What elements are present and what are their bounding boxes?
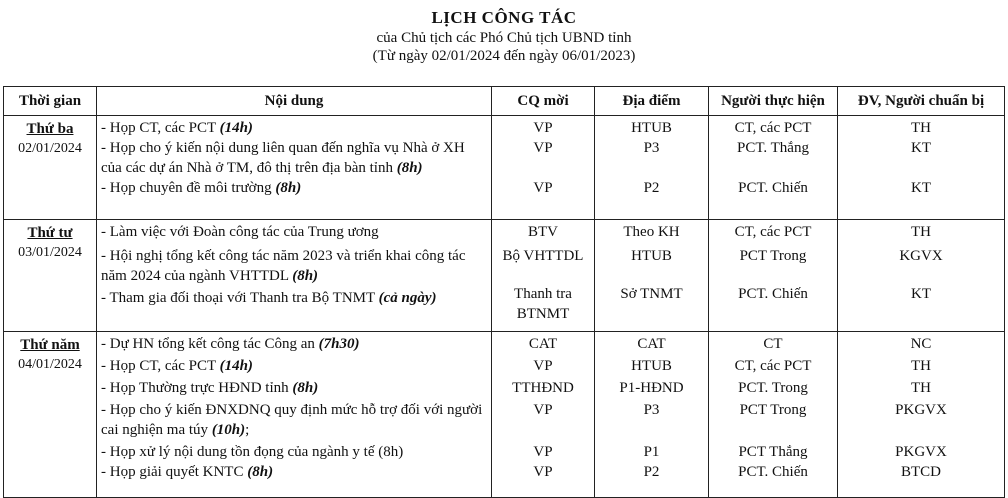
- document-date-range: (Từ ngày 02/01/2024 đến ngày 06/01/2023): [372, 48, 636, 64]
- inviting-agency-cell: [492, 220, 595, 332]
- location: HTUB: [631, 120, 672, 136]
- inviting-agency: VP: [533, 140, 553, 156]
- agenda-time: (14h): [219, 120, 253, 136]
- inviting-agency-cell: [492, 332, 595, 498]
- preparer: KT: [911, 286, 931, 302]
- inviting-agency: VP: [533, 358, 553, 374]
- agenda-text: - Hội nghị tổng kết công tác năm 2023 và triển khai công tác năm 2024 của ngành VHTTDL: [101, 248, 466, 284]
- content-cell: [97, 116, 492, 220]
- agenda-time: (8h): [247, 464, 274, 480]
- column-header-executor: Người thực hiện: [709, 87, 838, 116]
- preparer: BTCD: [900, 464, 941, 480]
- agenda-text: - Họp Thường trực HĐND tỉnh: [101, 380, 293, 396]
- agenda-item: [101, 462, 487, 482]
- executor: PCT. Chiến: [738, 464, 808, 480]
- inviting-agency: VP: [533, 180, 553, 196]
- schedule-table: [3, 86, 1005, 498]
- agenda-time: (10h): [211, 422, 246, 438]
- agenda-time: (8h): [275, 180, 302, 196]
- content-cell: [97, 332, 492, 498]
- executor: CT: [763, 336, 783, 352]
- agenda-text: - Làm việc với Đoàn công tác của Trung ương: [101, 224, 379, 240]
- location: CAT: [637, 336, 666, 352]
- location: P1-HĐND: [619, 380, 684, 396]
- day-date: 04/01/2024: [18, 357, 82, 372]
- agenda-text: - Tham gia đối thoại với Thanh tra Bộ TNMT: [101, 290, 379, 306]
- preparer: KT: [911, 180, 931, 196]
- inviting-agency: BTV: [528, 224, 558, 240]
- executor: PCT. Thắng: [737, 140, 809, 156]
- executor: PCT Trong: [739, 402, 807, 418]
- agenda-item: [101, 378, 487, 398]
- agenda-text: - Họp giải quyết KNTC: [101, 464, 248, 480]
- executor-cell: [709, 220, 838, 332]
- day-cell: [4, 332, 97, 498]
- day-date: 02/01/2024: [18, 141, 82, 156]
- agenda-text: - Họp chuyên đề môi trường: [101, 180, 276, 196]
- executor-cell: [709, 116, 838, 220]
- agenda-text: - Họp cho ý kiến ĐNXDNQ quy định mức hỗ trợ đối với người cai nghiện ma túy: [101, 402, 483, 438]
- preparer-cell: [838, 332, 1005, 498]
- agenda-text: - Họp cho ý kiến nội dung liên quan đến nghĩa vụ Nhà ở XH của các dự án Nhà ở TM, đô thị trên địa bàn tỉnh: [101, 140, 465, 176]
- preparer-cell: [838, 220, 1005, 332]
- agenda-text: - Họp CT, các PCT: [101, 120, 220, 136]
- preparer: TH: [911, 380, 931, 396]
- inviting-agency: VP: [533, 464, 553, 480]
- table-row: [4, 332, 1005, 498]
- agenda-item: [101, 118, 487, 138]
- inviting-agency: VP: [533, 120, 553, 136]
- table-header-row: [4, 87, 1005, 116]
- location-cell: [595, 220, 709, 332]
- location: P3: [643, 140, 660, 156]
- day-name: Thứ tư: [27, 225, 73, 241]
- agenda-item: [101, 356, 487, 376]
- day-cell: [4, 116, 97, 220]
- executor-cell: [709, 332, 838, 498]
- agenda-item: [101, 178, 487, 198]
- inviting-agency: VP: [533, 402, 553, 418]
- agenda-item: [101, 222, 487, 242]
- location: P2: [643, 464, 660, 480]
- inviting-agency: TTHĐND: [512, 380, 574, 396]
- location: P2: [643, 180, 660, 196]
- content-cell: [97, 220, 492, 332]
- preparer: TH: [911, 120, 931, 136]
- executor: PCT. Chiến: [738, 180, 808, 196]
- agenda-item: [101, 334, 487, 354]
- agenda-time: (7h30): [318, 336, 360, 352]
- agenda-time: (8h): [396, 160, 423, 176]
- inviting-agency: VP: [533, 444, 553, 460]
- document-title: LỊCH CÔNG TÁC: [431, 8, 577, 27]
- preparer: KGVX: [899, 248, 943, 264]
- preparer: TH: [911, 224, 931, 240]
- inviting-agency-cell: [492, 116, 595, 220]
- agenda-item: [101, 400, 487, 440]
- day-name: Thứ ba: [26, 121, 74, 137]
- table-row: [4, 116, 1005, 220]
- preparer: PKGVX: [895, 444, 947, 460]
- agenda-time: (8h): [292, 268, 319, 284]
- column-header-content: Nội dung: [97, 87, 492, 116]
- agenda-text: - Họp CT, các PCT: [101, 358, 220, 374]
- inviting-agency: Bộ VHTTDL: [502, 248, 584, 264]
- location-cell: [595, 332, 709, 498]
- day-cell: [4, 220, 97, 332]
- column-header-location: Địa điểm: [595, 87, 709, 116]
- column-header-time: Thời gian: [4, 87, 97, 116]
- column-header-preparer: ĐV, Người chuẩn bị: [838, 87, 1005, 116]
- agenda-time: (14h): [219, 358, 253, 374]
- agenda-suffix: ;: [245, 422, 250, 438]
- location: P1: [643, 444, 660, 460]
- inviting-agency: CAT: [528, 336, 558, 352]
- column-header-inviting-agency: CQ mời: [492, 87, 595, 116]
- location-cell: [595, 116, 709, 220]
- agenda-text: - Dự HN tổng kết công tác Công an: [101, 336, 319, 352]
- agenda-time: (cả ngày): [378, 290, 437, 306]
- table-row: [4, 220, 1005, 332]
- executor: CT, các PCT: [734, 224, 812, 240]
- agenda-item: [101, 442, 487, 462]
- agenda-item: [101, 246, 487, 286]
- agenda-item: [101, 288, 487, 308]
- executor: PCT Trong: [739, 248, 807, 264]
- day-date: 03/01/2024: [18, 245, 82, 260]
- executor: PCT. Trong: [738, 380, 808, 396]
- executor: CT, các PCT: [734, 358, 812, 374]
- location: Theo KH: [623, 224, 680, 240]
- executor: PCT. Chiến: [738, 286, 808, 302]
- preparer: PKGVX: [895, 402, 947, 418]
- agenda-text: - Họp xử lý nội dung tồn đọng của ngành y tế (8h): [101, 444, 404, 460]
- preparer-cell: [838, 116, 1005, 220]
- executor: CT, các PCT: [734, 120, 812, 136]
- preparer: TH: [911, 358, 931, 374]
- location: HTUB: [631, 248, 672, 264]
- document-subtitle: của Chủ tịch các Phó Chủ tịch UBND tỉnh: [376, 30, 632, 46]
- location: Sở TNMT: [620, 286, 683, 302]
- agenda-time: (8h): [292, 380, 319, 396]
- preparer: NC: [910, 336, 932, 352]
- executor: PCT Thắng: [738, 444, 808, 460]
- location: P3: [643, 402, 660, 418]
- preparer: KT: [911, 140, 931, 156]
- inviting-agency: Thanh tra BTNMT: [514, 286, 572, 322]
- location: HTUB: [631, 358, 672, 374]
- agenda-item: [101, 138, 487, 178]
- day-name: Thứ năm: [20, 337, 80, 353]
